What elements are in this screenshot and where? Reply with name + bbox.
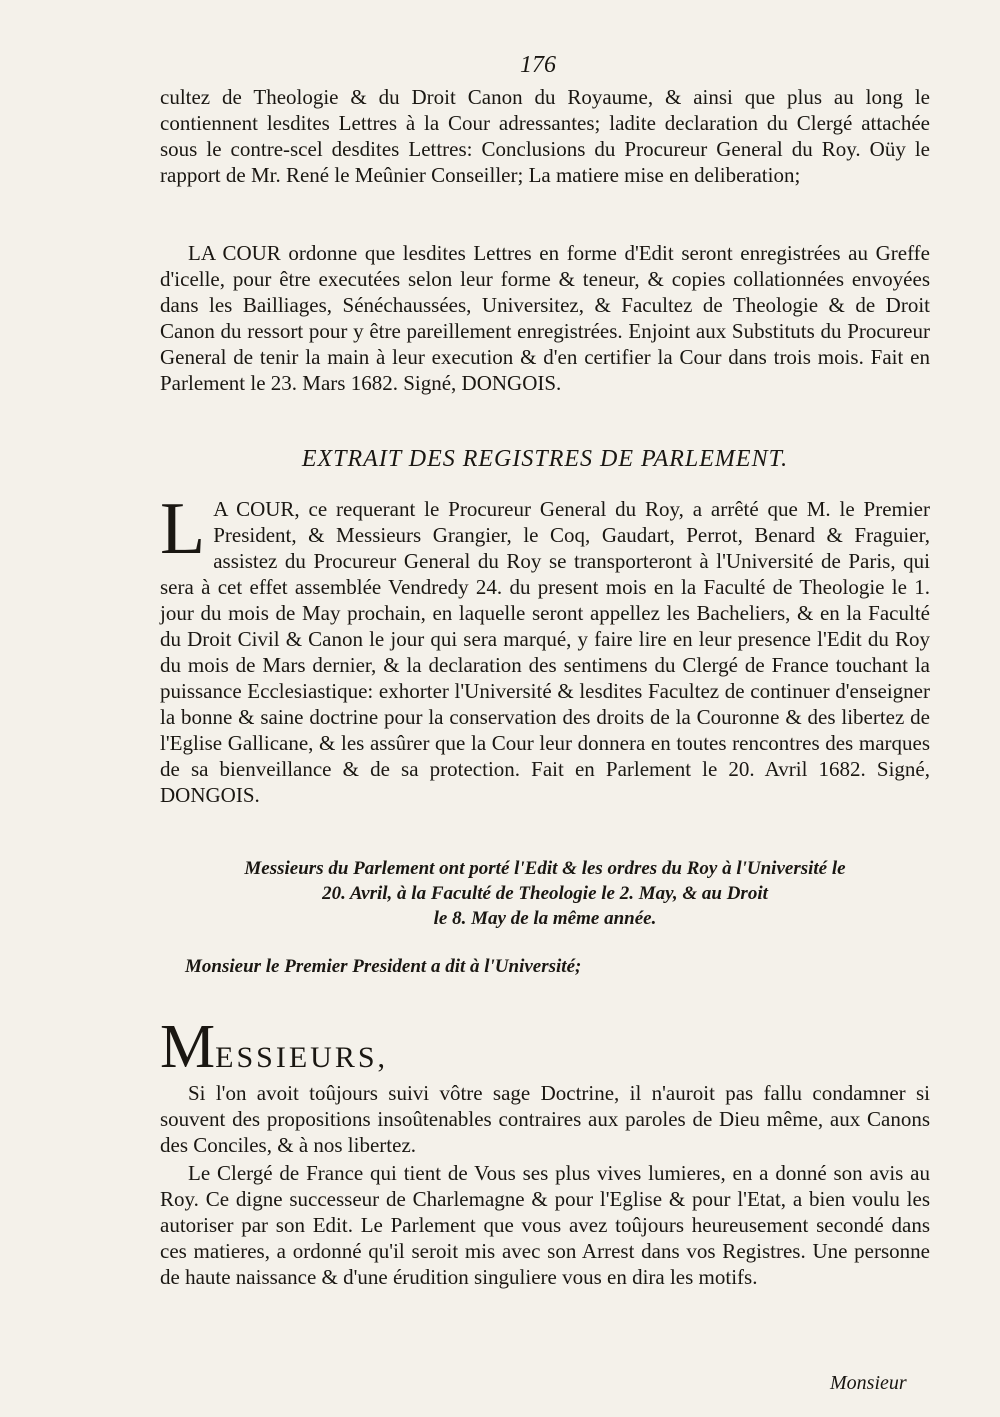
note-line-2: 20. Avril, à la Faculté de Theologie le 2. May, & au Droit	[322, 883, 768, 904]
address-initial: M	[160, 1013, 216, 1081]
paragraph-arret	[160, 488, 930, 808]
speech-paragraph-2	[160, 1160, 930, 1290]
speech-intro: Monsieur le Premier President a dit à l'Université;	[185, 956, 582, 977]
drop-cap-letter: L	[160, 488, 206, 570]
paragraph-1-text: cultez de Theologie & du Droit Canon du Royaume, & ainsi que plus au long le contiennent lesdites Lettres à la Cour adressantes; ladite declaration du Clergé attachée sous le contre-scel desdites Lettres: Conclusions du Procureur General du Roy. Oüy le rapport de Mr. René le Meûnier Conseiller; La matiere mise en deliberation;	[160, 85, 930, 187]
speech-p2-text: Le Clergé de France qui tient de Vous ses plus vives lumieres, en a donné son avis au Roy. Ce digne successeur de Charlemagne & pour l'Eglise & pour l'Etat, a bien voulu les autoriser par son Edit. Le Parlement que vous avez toûjours heureusement secondé dans ces matieres, a ordonné qu'il seroit mis avec son Arrest dans vos Registres. Une personne de haute naissance & d'une érudition singuliere vous en dira les motifs.	[160, 1161, 930, 1289]
catchword: Monsieur	[830, 1372, 907, 1394]
speech-paragraph-1	[160, 1080, 930, 1158]
note-line-1: Messieurs du Parlement ont porté l'Edit & les ordres du Roy à l'Université le	[244, 858, 846, 879]
note-line-3: le 8. May de la même année.	[433, 908, 657, 929]
note-parlement-visits	[160, 856, 930, 931]
section-title-extrait: EXTRAIT DES REGISTRES DE PARLEMENT.	[301, 446, 789, 472]
paragraph-2-text: LA COUR ordonne que lesdites Lettres en forme d'Edit seront enregistrées au Greffe d'icelle, pour être executées selon leur forme & teneur, & copies collationnées envoyées dans les Bailliages, Sénéchaussées, Universitez, & Facultez de Theologie & de Droit Canon du ressort pour y être pareillement enregistrées. Enjoint aux Substituts du Procureur General de tenir la main à leur execution & d'en certifier la Cour dans trois mois. Fait en Parlement le 23. Mars 1682. Signé, DONGOIS.	[160, 241, 930, 395]
address-rest: ESSIEURS,	[215, 1041, 389, 1074]
paragraph-la-cour-ordonne	[160, 240, 930, 396]
address-heading	[160, 1012, 388, 1083]
arret-text: A COUR, ce requerant le Procureur General du Roy, a arrêté que M. le Premier President, & Messieurs Grangier, le Coq, Gaudart, Perrot, Benard & Fraguier, assistez du Procureur General du Roy se transporteront à l'Université de Paris, qui sera à cet effet assemblée Vendredy 24. du present mois en la Faculté de Theologie le 1. jour du mois de May prochain, en laquelle seront appellez les Bacheliers, & en la Faculté du Droit Civil & Canon le jour qui sera marqué, y faire lire en leur presence l'Edit du Roy du mois de Mars dernier, & la declaration des sentimens du Clergé de France touchant la puissance Ecclesiastique: exhorter l'Université & lesdites Facultez de continuer d'enseigner la bonne & saine doctrine pour la conservation des droits de la Couronne & des libertez de l'Eglise Gallicane, & les assûrer que la Cour leur donnera en toutes rencontres des marques de sa bienveillance & de sa protection. Fait en Parlement le 20. Avril 1682. Signé, DONGOIS.	[160, 497, 930, 807]
paragraph-conclusions	[160, 84, 930, 188]
page-number: 176	[520, 52, 556, 78]
speech-p1-text: Si l'on avoit toûjours suivi vôtre sage Doctrine, il n'auroit pas fallu condamner si souvent des propositions insoûtenables contraires aux paroles de Dieu même, aux Canons des Conciles, & à nos libertez.	[160, 1081, 930, 1157]
